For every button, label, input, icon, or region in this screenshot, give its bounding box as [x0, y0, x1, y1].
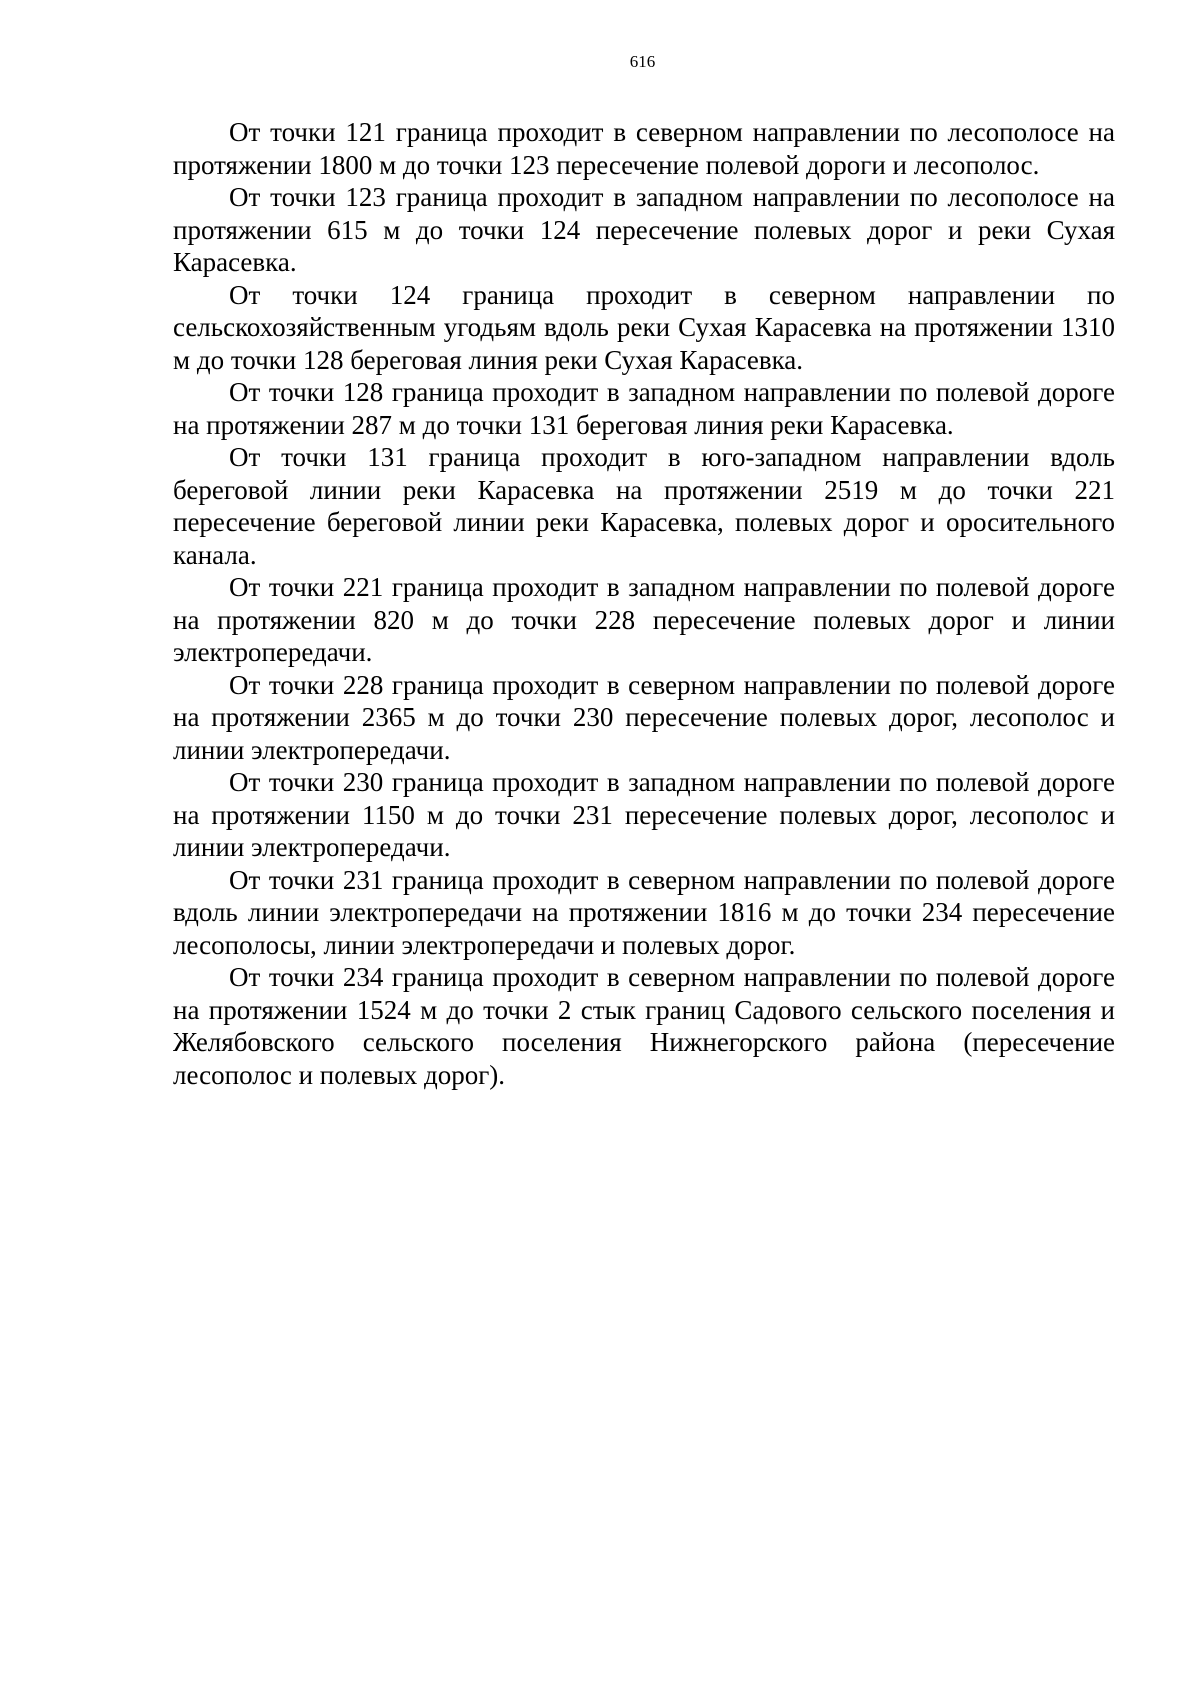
- page-number: 616: [629, 52, 656, 71]
- paragraph: От точки 128 граница проходит в западном направлении по полевой дороге на протяжении 287 м до точки 131 береговая линия реки Карасевка.: [173, 377, 1115, 440]
- paragraph: От точки 228 граница проходит в северном направлении по полевой дороге на протяжении 2365 м до точки 230 пересечение полевых дорог, лесополос и линии электропередачи.: [173, 669, 1115, 765]
- paragraph: От точки 123 граница проходит в западном направлении по лесополосе на протяжении 615 м до точки 124 пересечение полевых дорог и реки Сухая Карасевка.: [173, 182, 1115, 277]
- paragraph: От точки 234 граница проходит в северном направлении по полевой дороге на протяжении 1524 м до точки 2 стык границ Садового сельского поселения и Желябовского сельского поселения Нижнегорского района (пересечение лесополос и полевых дорог).: [173, 962, 1115, 1090]
- paragraph: От точки 124 граница проходит в северном направлении по сельскохозяйственным угодьям вдоль реки Сухая Карасевка на протяжении 1310 м до точки 128 береговая линия реки Сухая Карасевка.: [173, 279, 1115, 375]
- paragraph: От точки 230 граница проходит в западном направлении по полевой дороге на протяжении 1150 м до точки 231 пересечение полевых дорог, лесополос и линии электропередачи.: [173, 767, 1115, 862]
- paragraph: От точки 221 граница проходит в западном направлении по полевой дороге на протяжении 820 м до точки 228 пересечение полевых дорог и линии электропередачи.: [173, 572, 1115, 667]
- paragraph: От точки 131 граница проходит в юго-западном направлении вдоль береговой линии реки Карасевка на протяжении 2519 м до точки 221 пересечение береговой линии реки Карасевка, полевых дорог и оросительного канала.: [173, 442, 1115, 570]
- paragraph: От точки 121 граница проходит в северном направлении по лесополосе на протяжении 1800 м до точки 123 пересечение полевой дороги и лесополос.: [173, 117, 1115, 180]
- document-body: [173, 116, 1115, 1091]
- paragraph: От точки 231 граница проходит в северном направлении по полевой дороге вдоль линии электропередачи на протяжении 1816 м до точки 234 пересечение лесополосы, линии электропередачи и полевых дорог.: [173, 864, 1115, 960]
